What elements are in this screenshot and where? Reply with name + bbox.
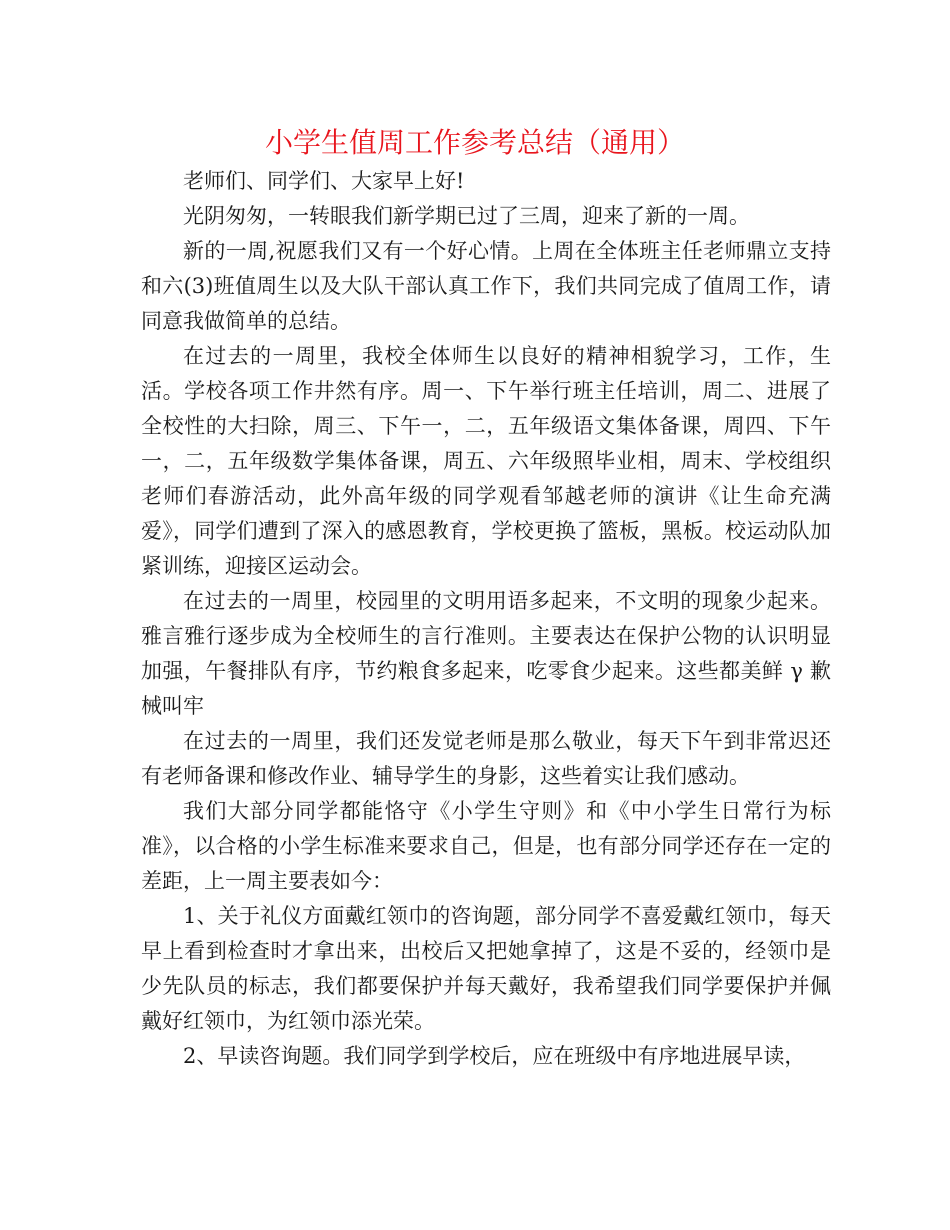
- list-item-paragraph: 1、关于礼仪方面戴红领巾的咨询题，部分同学不喜爱戴红领巾，每天早上看到检查时才拿出来，出校后又把她拿掉了，这是不妥的，经领巾是少先队员的标志，我们都要保护并每天戴好，我希望我们同学要保护并佩戴好红领巾，为红领巾添光荣。: [141, 904, 831, 1033]
- paragraph: 在过去的一周里，我们还发觉老师是那么敬业，每天下午到非常迟还有老师备课和修改作业、辅导学生的身影，这些着实让我们感动。: [141, 729, 831, 788]
- greeting-paragraph: 老师们、同学们、大家早上好!: [183, 169, 465, 193]
- paragraph: 新的一周,祝愿我们又有一个好心情。上周在全体班主任老师鼎立支持和六(3)班值周生以及大队干部认真工作下，我们共同完成了值周工作，请同意我做简单的总结。: [141, 239, 831, 333]
- paragraph: 在过去的一周里，我校全体师生以良好的精神相貌学习，工作，生活。学校各项工作井然有序。周一、下午举行班主任培训，周二、进展了全校性的大扫除，周三、下午一，二，五年级语文集体备课，周四、下午一，二，五年级数学集体备课，周五、六年级照毕业相，周末、学校组织老师们春游活动，此外高年级的同学观看邹越老师的演讲《让生命充满爱》，同学们遭到了深入的感恩教育，学校更换了篮板，黑板。校运动队加紧训练，迎接区运动会。: [141, 344, 831, 578]
- document-title: 小学生值周工作参考总结（通用）: [264, 126, 685, 159]
- paragraph: 光阴匆匆，一转眼我们新学期已过了三周，迎来了新的一周。: [183, 204, 750, 228]
- paragraph: 我们大部分同学都能恪守《小学生守则》和《中小学生日常行为标准》，以合格的小学生标准来要求自己，但是，也有部分同学还存在一定的差距，上一周主要表如今：: [141, 799, 831, 893]
- document-body: [141, 164, 831, 1074]
- list-item-paragraph: 2、早读咨询题。我们同学到学校后，应在班级中有序地进展早读，: [183, 1044, 806, 1068]
- paragraph: 在过去的一周里，校园里的文明用语多起来，不文明的现象少起来。雅言雅行逐步成为全校师生的言行准则。主要表达在保护公物的认识明显加强，午餐排队有序，节约粮食多起来，吃零食少起来。这些都美鲜 γ 歉械叫牢: [141, 589, 831, 718]
